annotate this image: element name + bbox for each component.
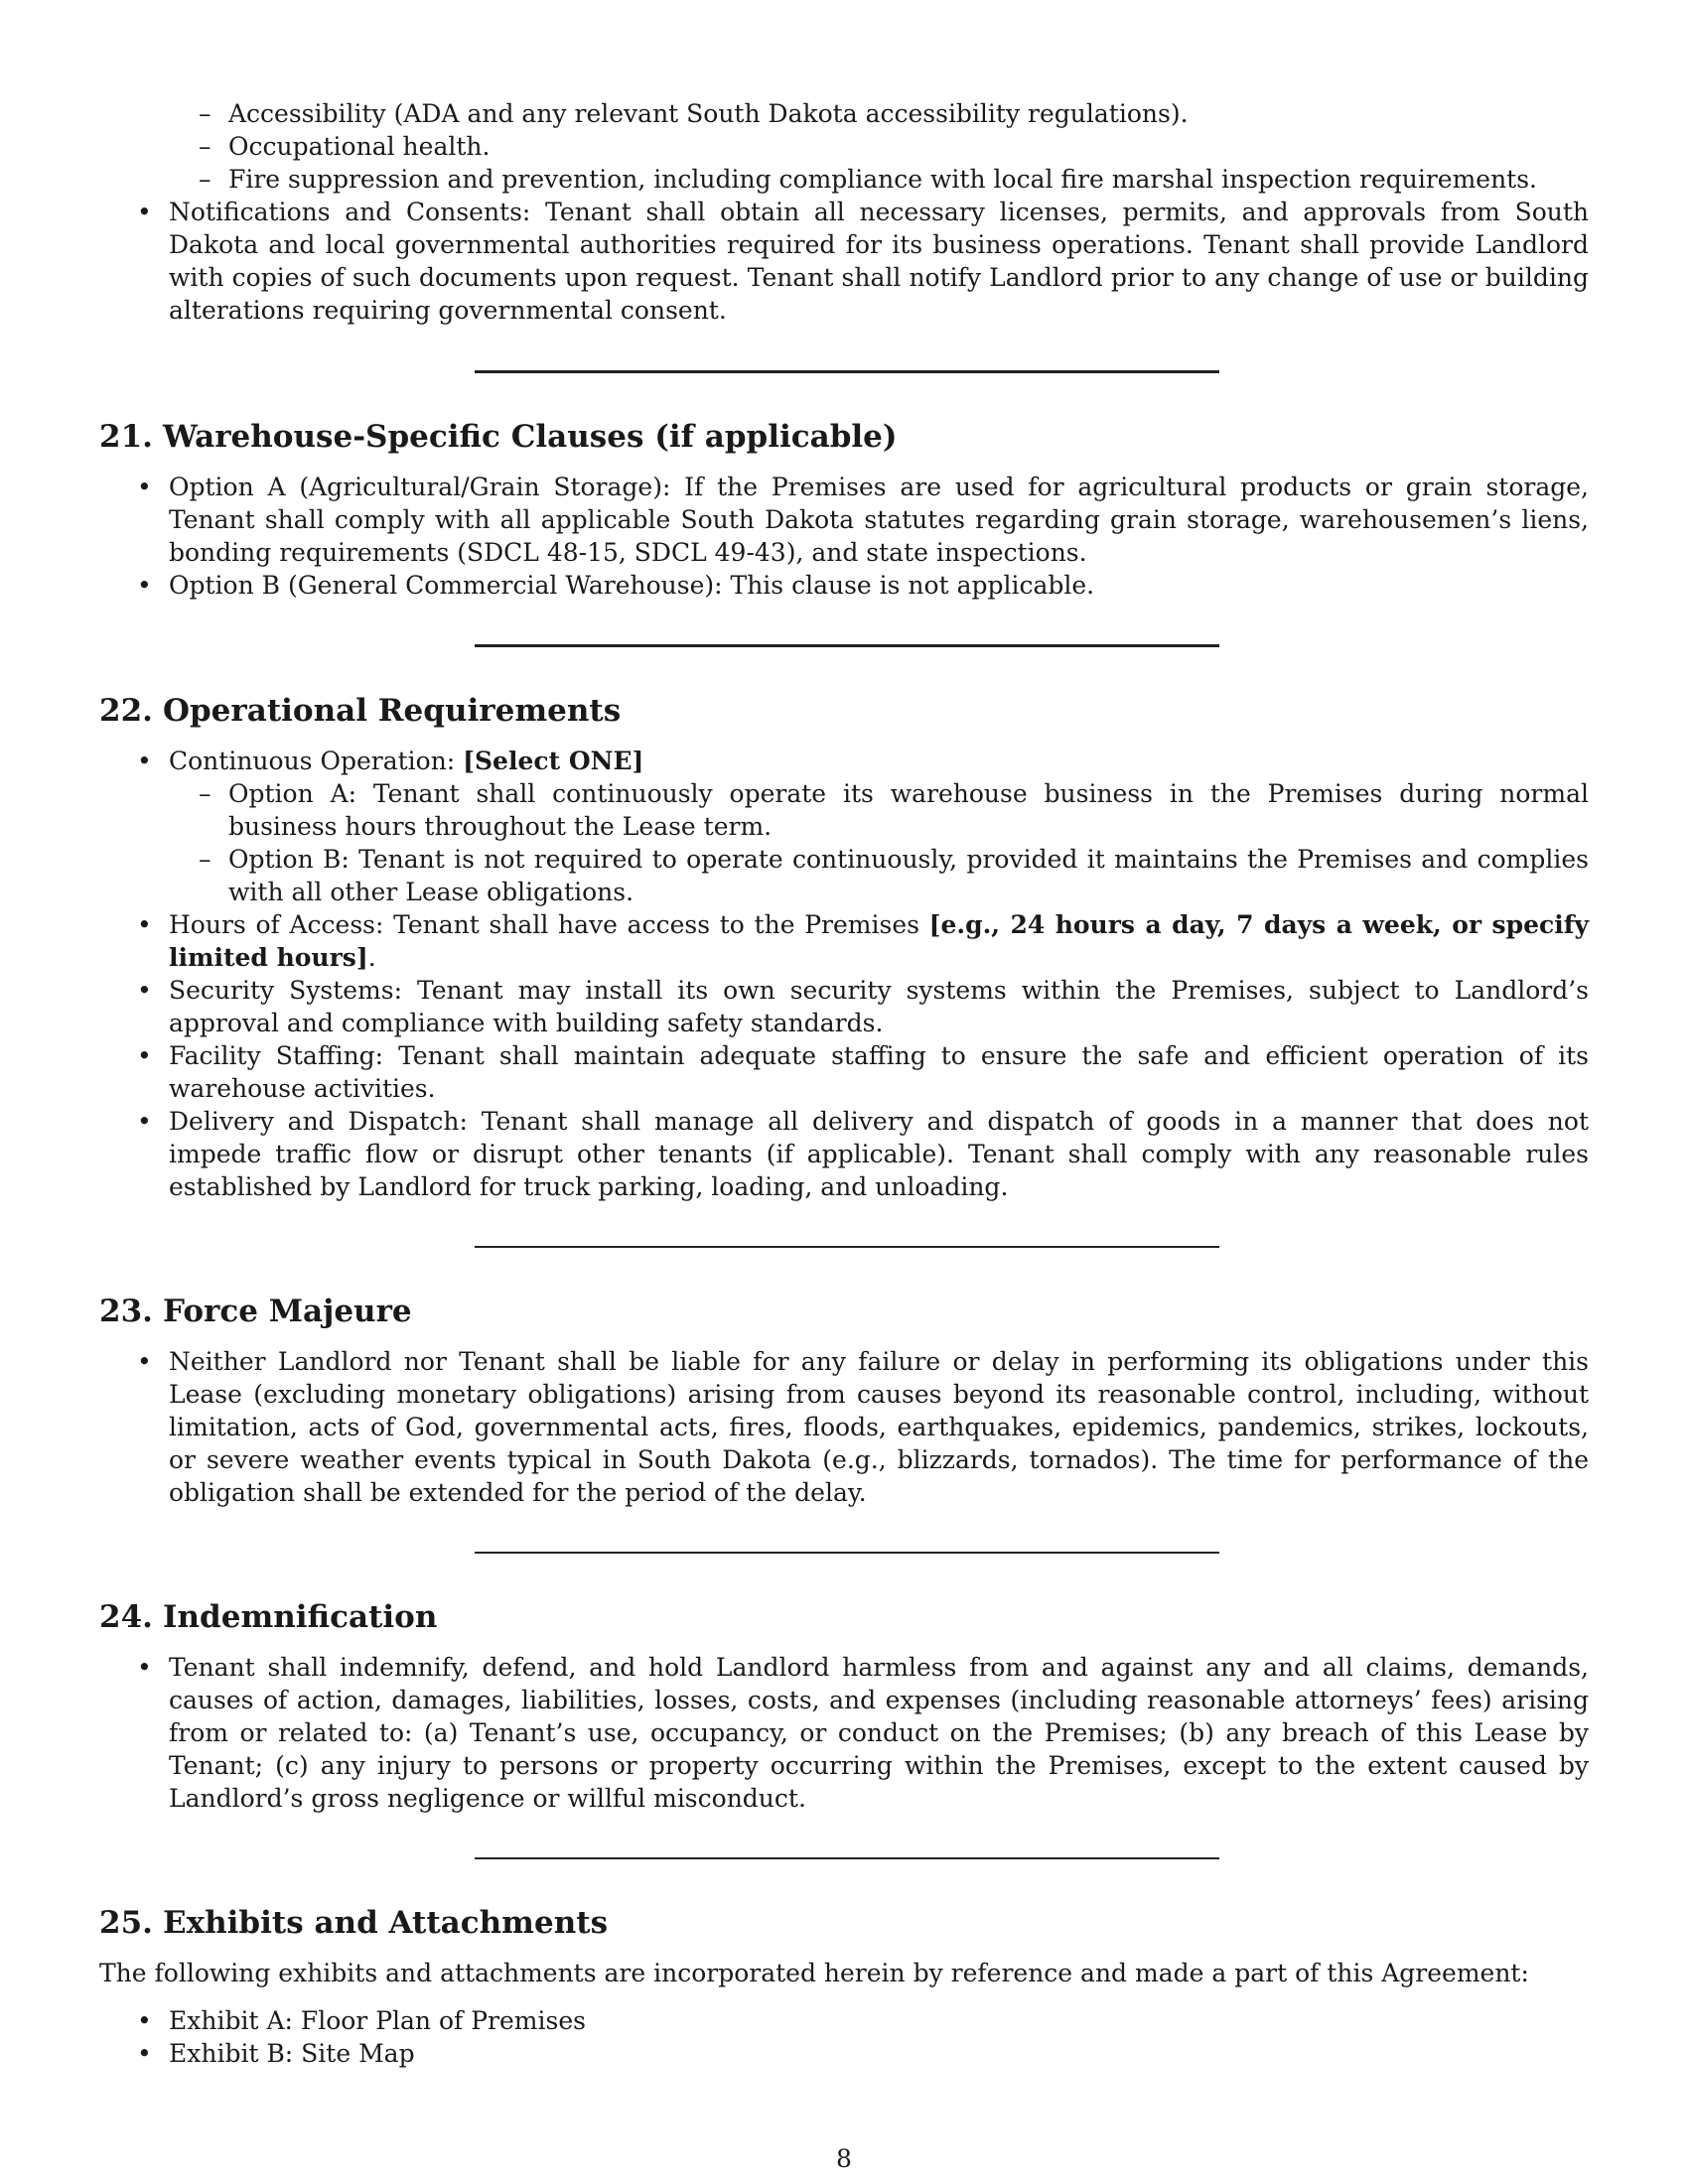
section-22-title: Operational Requirements [163,693,622,729]
section-21-number: 21. [99,419,153,455]
subitem-accessibility: – Accessibility (ADA and any relevant South Dakota accessibility regulations). [99,97,1589,130]
section-24-title: Indemnification [163,1599,438,1635]
exhibit-b: • Exhibit B: Site Map [99,2037,1589,2070]
section-25-heading [99,1903,1589,1943]
document-page [99,97,1589,2070]
section-divider [475,644,1219,647]
section-25-title: Exhibits and Attachments [163,1905,609,1941]
exhibit-a: • Exhibit A: Floor Plan of Premises [99,2004,1589,2037]
security-systems: • Security Systems: Tenant may install its own security systems within the Premises, subject to Landlord’s approval and compliance with building safety standards. [99,974,1589,1039]
section-23-list [99,1345,1589,1509]
section-21-list [99,471,1589,602]
continuous-operation [99,745,1589,777]
notifications-consents: • Notifications and Consents: Tenant shall obtain all necessary licenses, permits, and approvals from South Dakota and local governmental authorities required for its business operations. Tenant shall provide Landlord with copies of such documents upon request. Tenant shall notify Landlord prior to any change of use or building alterations requiring governmental consent. [99,196,1589,327]
subitem-occupational-health: – Occupational health. [99,130,1589,163]
hours-placeholder: [e.g., 24 hours a day, 7 days a week, or specify limited hours] [169,910,1589,972]
hours-of-access [99,908,1589,974]
section-24-list [99,1651,1589,1815]
section-22-number: 22. [99,693,153,729]
hours-of-access-text: Hours of Access: Tenant shall have access to the Premises [169,910,929,939]
exhibits-list [99,2004,1589,2070]
page-number: 8 [836,2144,852,2173]
section-22-list [99,745,1589,1203]
section-23-number: 23. [99,1294,153,1329]
continuous-option-b: – Option B: Tenant is not required to operate continuously, provided it maintains the Premises and complies with all other Lease obligations. [99,843,1589,908]
section-divider [475,1552,1219,1554]
continuous-option-a: – Option A: Tenant shall continuously operate its warehouse business in the Premises during normal business hours throughout the Lease term. [99,777,1589,843]
indemnification-clause: • Tenant shall indemnify, defend, and hold Landlord harmless from and against any and all claims, demands, causes of action, damages, liabilities, losses, costs, and expenses (including reasonable attorneys’ fees) arising from or related to: (a) Tenant’s use, occupancy, or conduct on the Premises; (b) any breach of this Lease by Tenant; (c) any injury to persons or property occurring within the Premises, except to the extent caused by Landlord’s gross negligence or willful misconduct. [99,1651,1589,1815]
option-b-general-warehouse: • Option B (General Commercial Warehouse): This clause is not applicable. [99,569,1589,602]
section-24-heading [99,1597,1589,1637]
section-divider [475,1857,1219,1859]
section-22-heading [99,691,1589,731]
section-23-title: Force Majeure [163,1294,412,1329]
option-a-grain-storage: • Option A (Agricultural/Grain Storage): If the Premises are used for agricultural products or grain storage, Tenant shall comply with all applicable South Dakota statutes regarding grain storage, warehousemen’s liens, bonding requirements (SDCL 48-15, SDCL 49-43), and state inspections. [99,471,1589,569]
delivery-dispatch: • Delivery and Dispatch: Tenant shall manage all delivery and dispatch of goods in a manner that does not impede traffic flow or disrupt other tenants (if applicable). Tenant shall comply with any reasonable rules established by Landlord for truck parking, loading, and unloading. [99,1105,1589,1203]
section-divider [475,1246,1219,1248]
section-21-heading [99,417,1589,457]
top-list [99,97,1589,327]
subitem-fire-suppression: – Fire suppression and prevention, including compliance with local fire marshal inspection requirements. [99,163,1589,196]
section-21-title: Warehouse-Specific Clauses (if applicable) [163,419,898,455]
exhibits-intro: The following exhibits and attachments are incorporated herein by reference and made a part of this Agreement: [99,1959,1529,1987]
continuous-operation-label: Continuous Operation: [169,747,464,775]
section-24-number: 24. [99,1599,153,1635]
force-majeure-clause: • Neither Landlord nor Tenant shall be liable for any failure or delay in performing its obligations under this Lease (excluding monetary obligations) arising from causes beyond its reasonable control, including, without limitation, acts of God, governmental acts, fires, floods, earthquakes, epidemics, pandemics, strikes, lockouts, or severe weather events typical in South Dakota (e.g., blizzards, tornados). The time for performance of the obligation shall be extended for the period of the delay. [99,1345,1589,1509]
select-one-placeholder: [Select ONE] [463,747,644,775]
section-divider [475,370,1219,373]
facility-staffing: • Facility Staffing: Tenant shall maintain adequate staffing to ensure the safe and efficient operation of its warehouse activities. [99,1039,1589,1105]
section-25-number: 25. [99,1905,153,1941]
section-23-heading [99,1292,1589,1331]
hours-suffix: . [367,943,376,972]
